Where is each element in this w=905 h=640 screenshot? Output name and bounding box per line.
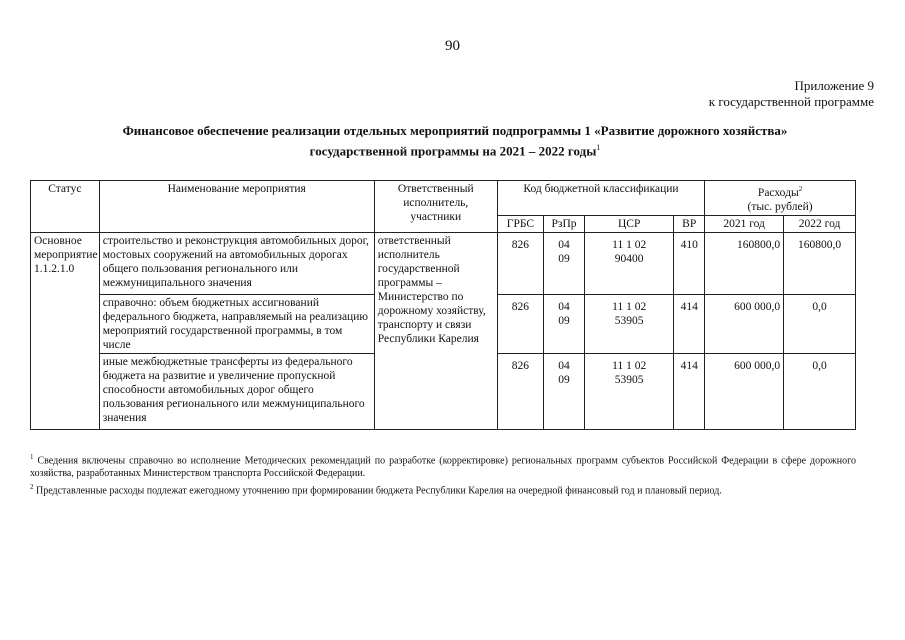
row-csr-1: 11 1 02	[612, 300, 647, 313]
financing-table	[30, 180, 856, 430]
row-csr-2: 53905	[614, 314, 644, 327]
header-executor: Ответственный исполнитель, участники	[374, 181, 497, 233]
row-2021: 160800,0	[705, 232, 784, 294]
footnotes	[30, 451, 856, 499]
table-row	[31, 232, 856, 294]
row-csr	[585, 353, 674, 429]
row-csr-1: 11 1 02	[612, 238, 647, 251]
header-expenses-unit: (тыс. рублей)	[747, 200, 813, 213]
title-line2-text: государственной программы на 2021 – 2022 годы	[309, 143, 597, 159]
row-rzpr-2: 09	[558, 373, 570, 386]
status-cell: Основное мероприятие 1.1.2.1.0	[31, 232, 100, 429]
row-csr-2: 53905	[614, 373, 644, 386]
row-vr: 414	[674, 353, 705, 429]
header-2022: 2022 год	[784, 215, 856, 232]
footnote-2-mark: 2	[30, 483, 34, 492]
row-2022: 0,0	[784, 353, 856, 429]
footnote-1-text: Сведения включены справочно во исполнение Методических рекомендаций по разработке (корректировке) региональных программ субъектов Российской Федерации в сфере дорожного хозяйства, разработанных Министерством транспорта Российской Федерации.	[30, 455, 856, 480]
header-row-1	[31, 181, 856, 216]
header-expenses-mark: 2	[798, 185, 803, 193]
title-line2	[60, 139, 850, 159]
row-vr: 414	[674, 294, 705, 353]
header-budget-code: Код бюджетной классификации	[497, 181, 704, 216]
row-rzpr-1: 04	[558, 359, 570, 372]
row-rzpr-1: 04	[558, 238, 570, 251]
row-csr	[585, 294, 674, 353]
row-csr-1: 11 1 02	[612, 359, 647, 372]
appendix-line1: Приложение 9	[794, 78, 874, 93]
header-expenses	[705, 181, 856, 216]
row-rzpr	[544, 232, 585, 294]
header-csr: ЦСР	[585, 215, 674, 232]
footnote-2-text: Представленные расходы подлежат ежегодному уточнению при формировании бюджета Республики Карелия на очередной финансовый год и плановый период.	[36, 485, 722, 497]
row-rzpr-2: 09	[558, 314, 570, 327]
footnote-1-mark: 1	[30, 453, 34, 461]
row-vr: 410	[674, 232, 705, 294]
row-2022: 160800,0	[784, 232, 856, 294]
row-name: справочно: объем бюджетных ассигнований федерального бюджета, направляемый на реализацию мероприятий государственной программы, в том числе	[99, 294, 374, 353]
row-csr	[585, 232, 674, 294]
row-rzpr-2: 09	[558, 252, 570, 265]
header-name: Наименование мероприятия	[99, 181, 374, 233]
header-vr: ВР	[674, 215, 705, 232]
row-grbs: 826	[497, 353, 543, 429]
row-grbs: 826	[497, 294, 543, 353]
row-name: иные межбюджетные трансферты из федерального бюджета на развитие и увеличение пропускной способности автомобильных дорог общего пользования регионального или межмуниципального значения	[99, 353, 374, 429]
row-rzpr	[544, 353, 585, 429]
row-name: строительство и реконструкция автомобильных дорог, мостовых сооружений на автомобильных дорогах общего пользования регионального или межмуниципального значения	[99, 232, 374, 294]
page-number: 90	[445, 38, 460, 54]
header-status: Статус	[31, 181, 100, 233]
header-grbs: ГРБС	[497, 215, 543, 232]
executor-cell: ответственный исполнитель государственной программы – Министерство по дорожному хозяйству, транспорту и связи Республики Карелия	[374, 232, 497, 429]
row-rzpr-1: 04	[558, 300, 570, 313]
title-line1: Финансовое обеспечение реализации отдельных мероприятий подпрограммы 1 «Развитие дорожного хозяйства»	[122, 123, 788, 138]
footnote-2	[30, 481, 856, 497]
row-rzpr	[544, 294, 585, 353]
row-2021: 600 000,0	[705, 353, 784, 429]
row-2022: 0,0	[784, 294, 856, 353]
appendix-label	[709, 78, 874, 110]
row-csr-2: 90400	[614, 252, 644, 265]
row-grbs: 826	[497, 232, 543, 294]
row-2021: 600 000,0	[705, 294, 784, 353]
header-2021: 2021 год	[705, 215, 784, 232]
document-title	[60, 122, 850, 159]
footnote-1	[30, 451, 856, 480]
appendix-line2: к государственной программе	[708, 94, 874, 109]
title-footnote-mark: 1	[596, 143, 601, 152]
header-rzpr: РзПр	[544, 215, 585, 232]
header-expenses-label: Расходы	[757, 186, 799, 199]
